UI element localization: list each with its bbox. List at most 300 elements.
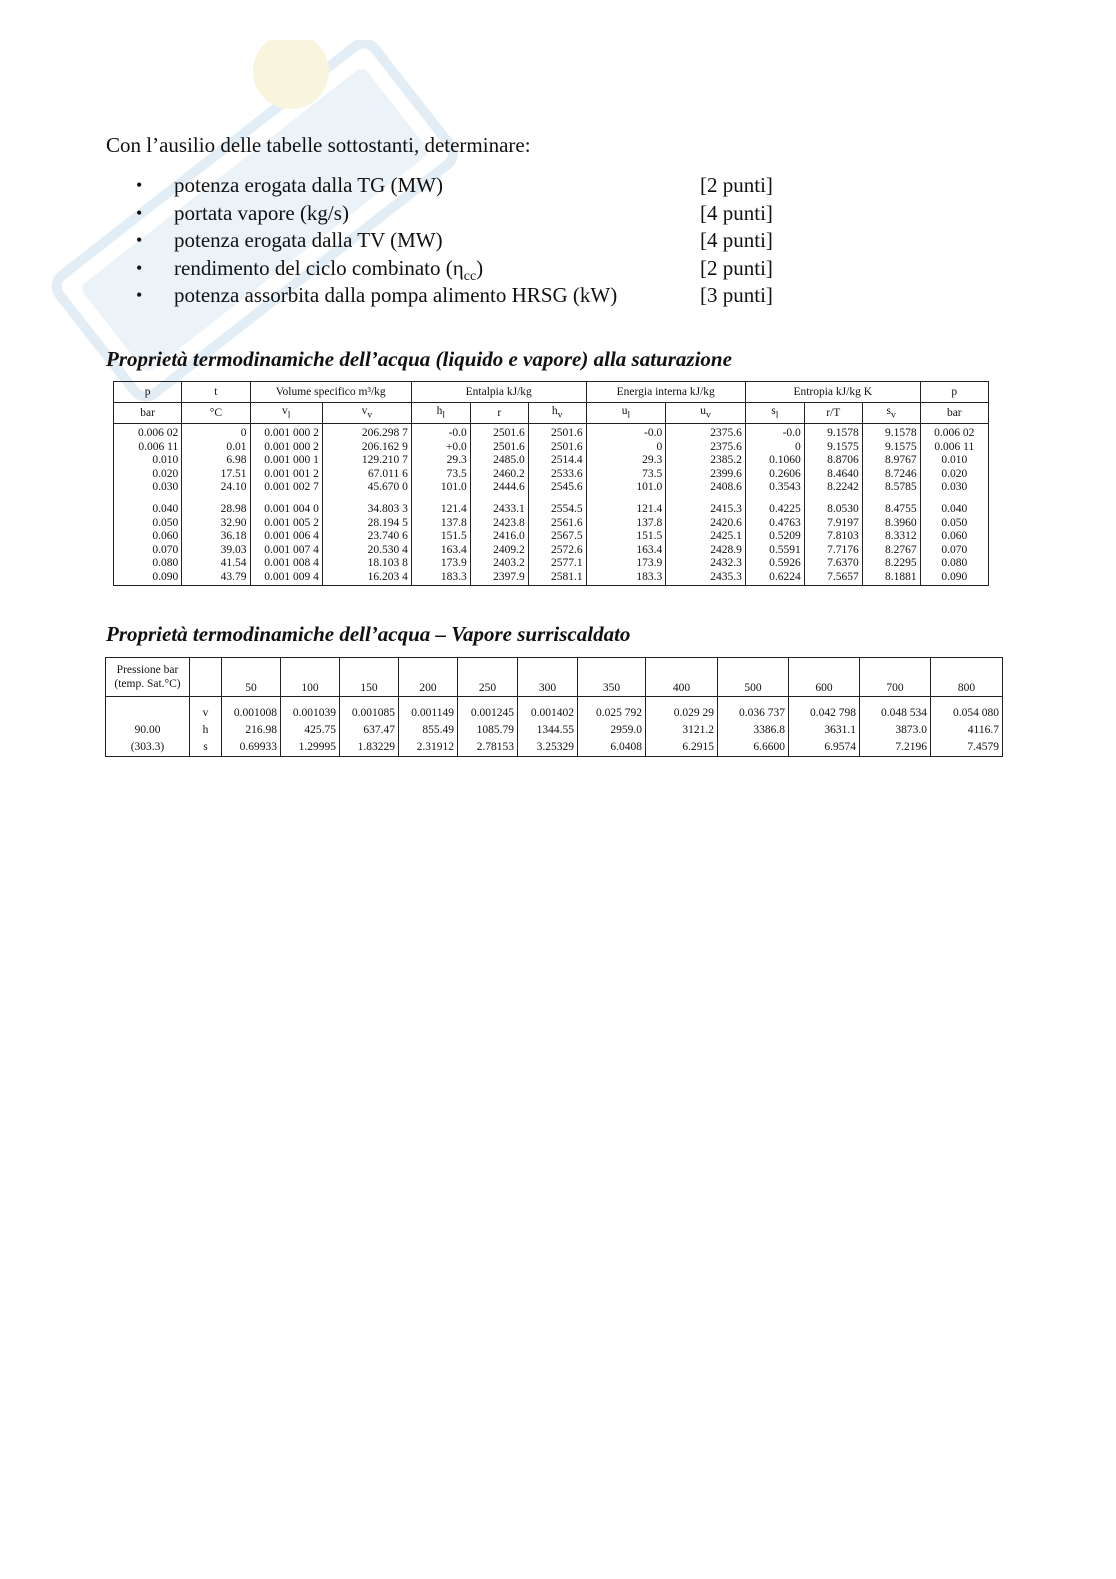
table-cell: 163.4 <box>586 544 666 558</box>
table-cell: 73.5 <box>411 468 470 482</box>
bullet-icon: • <box>136 257 143 278</box>
table-cell: 173.9 <box>586 557 666 571</box>
table-cell: 0.001008 <box>222 705 281 722</box>
gap-cell <box>250 495 322 503</box>
sub-ul <box>586 403 666 424</box>
sub-hv <box>528 403 586 424</box>
table-cell: 0.001 000 2 <box>250 424 322 441</box>
table-cell: 2432.3 <box>666 557 746 571</box>
table-cell: 2399.6 <box>666 468 746 482</box>
table-cell: 2403.2 <box>470 557 528 571</box>
table-cell: 8.7246 <box>862 468 920 482</box>
sub-hv-main: h <box>551 405 558 418</box>
table-cell: 0.4763 <box>745 517 804 531</box>
table-cell: 8.1881 <box>862 571 920 585</box>
sub-sv-index: v <box>891 409 896 421</box>
table-cell: 0.001039 <box>281 705 340 722</box>
table-row <box>114 481 989 495</box>
table-cell: 39.03 <box>182 544 250 558</box>
table-cell: 0.001 001 2 <box>250 468 322 482</box>
temperature-header: 50 <box>222 658 281 697</box>
table-cell: 2375.6 <box>666 424 746 441</box>
temperature-header: 100 <box>281 658 340 697</box>
gap-cell <box>222 697 281 706</box>
task-label: potenza erogata dalla TV (MW) <box>174 228 443 252</box>
table-cell: 2409.2 <box>470 544 528 558</box>
sub-hl-index: l <box>442 409 446 421</box>
eta-subscript: cc <box>463 268 477 284</box>
bullet-icon: • <box>136 230 143 250</box>
table-cell: 2416.0 <box>470 530 528 544</box>
table-cell: 0.001 009 4 <box>250 571 322 585</box>
table-cell: 2561.6 <box>528 517 586 531</box>
table-cell: 1.83229 <box>340 739 399 757</box>
sub-uv <box>666 403 746 424</box>
table-cell: 0.69933 <box>222 739 281 757</box>
table-cell: 0.006 02 <box>920 424 988 441</box>
unit-header-row <box>114 403 989 424</box>
table-cell: 206.162 9 <box>322 441 411 455</box>
pressure-value: 90.00 <box>106 722 190 739</box>
table-cell: -0.0 <box>586 424 666 441</box>
table-cell: 8.9767 <box>862 454 920 468</box>
table-cell: 0.001085 <box>340 705 399 722</box>
table-cell: 0.006 11 <box>114 441 182 455</box>
task-label: portata vapore (kg/s) <box>174 200 349 225</box>
table-cell: 32.90 <box>182 517 250 531</box>
table-cell: 0.001 004 0 <box>250 503 322 517</box>
gap-cell <box>458 697 518 706</box>
table-cell: 0.030 <box>920 481 988 495</box>
table-cell: 151.5 <box>411 530 470 544</box>
table-cell: 0.080 <box>920 557 988 571</box>
table-cell: -0.0 <box>411 424 470 441</box>
gap-cell <box>114 495 182 503</box>
sub-ul-main: u <box>621 405 628 418</box>
superheated-table <box>105 657 1003 757</box>
table-cell: 0.001245 <box>458 705 518 722</box>
group-header-row <box>114 382 989 403</box>
table-cell: 0.3543 <box>745 481 804 495</box>
table-cell: 8.2242 <box>804 481 862 495</box>
table-cell: +0.0 <box>411 441 470 455</box>
table-cell: 2423.8 <box>470 517 528 531</box>
table-cell: 41.54 <box>182 557 250 571</box>
table-cell: 0.001 005 2 <box>250 517 322 531</box>
task-points: [2 punti] <box>700 255 773 280</box>
table-cell: 2425.1 <box>666 530 746 544</box>
table-cell: 0.5209 <box>745 530 804 544</box>
table-cell: 2435.3 <box>666 571 746 585</box>
table-row <box>114 530 989 544</box>
table-cell: 8.8706 <box>804 454 862 468</box>
property-label: v <box>190 705 222 722</box>
task-list <box>136 172 796 310</box>
sub-sl-index: l <box>775 409 779 421</box>
eta-symbol: η <box>452 255 464 280</box>
table-cell: 0.020 <box>114 468 182 482</box>
table-cell: 2501.6 <box>528 424 586 441</box>
table-cell: 0.090 <box>114 571 182 585</box>
unit-degc: °C <box>182 403 250 424</box>
table-cell: 0.040 <box>114 503 182 517</box>
table-cell: 2501.6 <box>528 441 586 455</box>
gap-cell <box>399 697 458 706</box>
table-row <box>114 503 989 517</box>
sub-vl-main: v <box>281 405 288 418</box>
superheated-header-row <box>106 658 1003 697</box>
unit-bar-right: bar <box>920 403 988 424</box>
table-cell: 67.011 6 <box>322 468 411 482</box>
table-cell: -0.0 <box>745 424 804 441</box>
pressure-header-line1: Pressione bar <box>116 664 179 676</box>
table-cell: 0 <box>182 424 250 441</box>
table-cell: 0.050 <box>114 517 182 531</box>
table-cell: 16.203 4 <box>322 571 411 585</box>
gap-cell <box>322 495 411 503</box>
bullet-icon: • <box>136 285 143 305</box>
table-cell: 0 <box>745 441 804 455</box>
table-cell: 7.7176 <box>804 544 862 558</box>
table-cell: 0.030 <box>114 481 182 495</box>
table-cell: 0.025 792 <box>578 705 646 722</box>
prop-header-blank <box>190 658 222 697</box>
table-cell: 2433.1 <box>470 503 528 517</box>
table-cell: 6.98 <box>182 454 250 468</box>
table-cell: 121.4 <box>586 503 666 517</box>
sub-hl-main: h <box>436 405 443 418</box>
table-cell: 0.060 <box>920 530 988 544</box>
table-cell: 2460.2 <box>470 468 528 482</box>
table-row <box>114 557 989 571</box>
table-cell: 6.6600 <box>718 739 789 757</box>
gap-cell <box>666 495 746 503</box>
table-cell: 18.103 8 <box>322 557 411 571</box>
col-header-t: t <box>182 382 250 403</box>
col-header-p-right: p <box>920 382 988 403</box>
table-cell: 2.31912 <box>399 739 458 757</box>
gap-cell <box>920 495 988 503</box>
table-cell: 216.98 <box>222 722 281 739</box>
table-cell: 2385.2 <box>666 454 746 468</box>
property-label: h <box>190 722 222 739</box>
table-cell: 163.4 <box>411 544 470 558</box>
gap-cell <box>586 495 666 503</box>
task-item <box>136 227 796 255</box>
gap-cell <box>528 495 586 503</box>
table-cell: 2485.0 <box>470 454 528 468</box>
table-row <box>106 722 1003 739</box>
temperature-header: 150 <box>340 658 399 697</box>
table-cell: 9.1575 <box>862 441 920 455</box>
superheated-table-body <box>106 697 1003 757</box>
table-cell: 0.029 29 <box>646 705 718 722</box>
task-item <box>136 200 796 228</box>
table-cell: 43.79 <box>182 571 250 585</box>
task-points: [2 punti] <box>700 173 773 197</box>
table-cell: 1.29995 <box>281 739 340 757</box>
table-cell: 0.01 <box>182 441 250 455</box>
table-cell: 0.4225 <box>745 503 804 517</box>
table-cell: 0.5591 <box>745 544 804 558</box>
col-header-entropia: Entropia kJ/kg K <box>745 382 920 403</box>
table-cell: 3873.0 <box>860 722 931 739</box>
sub-vl <box>250 403 322 424</box>
table-cell: 2415.3 <box>666 503 746 517</box>
table-cell: 0.001 006 4 <box>250 530 322 544</box>
table-cell: 0.060 <box>114 530 182 544</box>
task-points: [3 punti] <box>700 283 773 307</box>
table-cell: 0.090 <box>920 571 988 585</box>
table-cell: 0.1060 <box>745 454 804 468</box>
table-cell: 0.070 <box>114 544 182 558</box>
gap-cell <box>931 697 1003 706</box>
sub-sl <box>745 403 804 424</box>
table-cell: 0.010 <box>114 454 182 468</box>
gap-cell <box>470 495 528 503</box>
table-cell: 7.5657 <box>804 571 862 585</box>
table-cell: 183.3 <box>411 571 470 585</box>
table-cell: 73.5 <box>586 468 666 482</box>
table-cell: 8.5785 <box>862 481 920 495</box>
gap-cell <box>340 697 399 706</box>
unit-bar: bar <box>114 403 182 424</box>
temperature-header: 700 <box>860 658 931 697</box>
table-row <box>114 544 989 558</box>
table-cell: 8.2295 <box>862 557 920 571</box>
table-cell: 0 <box>586 441 666 455</box>
bullet-icon: • <box>136 175 143 195</box>
table-cell: 0.001149 <box>399 705 458 722</box>
task-points: [4 punti] <box>700 228 773 252</box>
pressure-header-line2: (temp. Sat.°C) <box>114 678 181 690</box>
task-label: potenza assorbita dalla pompa alimento HRSG (kW) <box>174 283 618 307</box>
table-cell: 2567.5 <box>528 530 586 544</box>
table-cell: 3386.8 <box>718 722 789 739</box>
table-cell: 0.010 <box>920 454 988 468</box>
table-cell: 0.036 737 <box>718 705 789 722</box>
task-item <box>136 255 796 283</box>
property-label: s <box>190 739 222 757</box>
gap-cell <box>789 697 860 706</box>
sub-sv-main: s <box>886 405 891 418</box>
task-label: potenza erogata dalla TG (MW) <box>174 173 443 197</box>
table-cell: 137.8 <box>411 517 470 531</box>
table-cell: 28.194 5 <box>322 517 411 531</box>
table-cell: 425.75 <box>281 722 340 739</box>
table-cell: 6.2915 <box>646 739 718 757</box>
temperature-header: 600 <box>789 658 860 697</box>
sub-uv-main: u <box>700 405 707 418</box>
gap-cell <box>281 697 340 706</box>
gap-cell <box>862 495 920 503</box>
col-header-volume: Volume specifico m³/kg <box>250 382 411 403</box>
table-cell: 17.51 <box>182 468 250 482</box>
table-cell: 137.8 <box>586 517 666 531</box>
temperature-header: 300 <box>518 658 578 697</box>
table-cell: 9.1578 <box>862 424 920 441</box>
gap-cell <box>411 495 470 503</box>
table-cell: 8.4755 <box>862 503 920 517</box>
table-row <box>114 454 989 468</box>
saturation-table-body <box>114 424 989 586</box>
table-cell: 2533.6 <box>528 468 586 482</box>
row-gap <box>106 697 1003 706</box>
table-cell: 2408.6 <box>666 481 746 495</box>
table-cell: 4116.7 <box>931 722 1003 739</box>
table-cell: 8.2767 <box>862 544 920 558</box>
table-cell: 0.054 080 <box>931 705 1003 722</box>
table-cell: 637.47 <box>340 722 399 739</box>
table-cell: 151.5 <box>586 530 666 544</box>
table-cell: 2554.5 <box>528 503 586 517</box>
table-cell: 0.040 <box>920 503 988 517</box>
sub-ul-index: l <box>627 409 631 421</box>
task-label-suffix: ) <box>476 255 484 280</box>
temperature-header: 400 <box>646 658 718 697</box>
gap-cell <box>182 495 250 503</box>
table-cell: 1085.79 <box>458 722 518 739</box>
gap-cell <box>578 697 646 706</box>
table-cell: 36.18 <box>182 530 250 544</box>
table-cell: 8.3312 <box>862 530 920 544</box>
saturation-temperature: (303.3) <box>106 739 190 757</box>
table-cell: 2514.4 <box>528 454 586 468</box>
table-cell: 9.1575 <box>804 441 862 455</box>
sub-vv <box>322 403 411 424</box>
table-cell: 8.3960 <box>862 517 920 531</box>
table-cell: 2444.6 <box>470 481 528 495</box>
table-row <box>114 424 989 441</box>
table-cell: 2501.6 <box>470 424 528 441</box>
col-header-energia: Energia interna kJ/kg <box>586 382 745 403</box>
sub-hl <box>411 403 470 424</box>
sub-vv-main: v <box>361 405 368 418</box>
table-cell: 2577.1 <box>528 557 586 571</box>
table-cell: 8.4640 <box>804 468 862 482</box>
table-cell: 2545.6 <box>528 481 586 495</box>
table-cell: 0.001 007 4 <box>250 544 322 558</box>
table-cell: 0.050 <box>920 517 988 531</box>
table-cell: 7.9197 <box>804 517 862 531</box>
temperature-header: 350 <box>578 658 646 697</box>
table-row <box>114 441 989 455</box>
table-cell: 0.070 <box>920 544 988 558</box>
table-cell: 6.9574 <box>789 739 860 757</box>
table-cell: 7.8103 <box>804 530 862 544</box>
table-cell: 7.6370 <box>804 557 862 571</box>
table-cell: 0.006 11 <box>920 441 988 455</box>
table-cell: 121.4 <box>411 503 470 517</box>
gap-cell <box>518 697 578 706</box>
table-cell: 855.49 <box>399 722 458 739</box>
sub-uv-index: v <box>706 409 711 421</box>
table-cell: 1344.55 <box>518 722 578 739</box>
table-cell: 2375.6 <box>666 441 746 455</box>
table-cell: 0.080 <box>114 557 182 571</box>
table-cell: 29.3 <box>586 454 666 468</box>
table-cell: 29.3 <box>411 454 470 468</box>
task-item <box>136 172 796 200</box>
table-cell: 34.803 3 <box>322 503 411 517</box>
table-cell: 0.001 000 1 <box>250 454 322 468</box>
temperature-header: 250 <box>458 658 518 697</box>
table-row <box>114 517 989 531</box>
table-cell: 2428.9 <box>666 544 746 558</box>
table-cell: 183.3 <box>586 571 666 585</box>
table-cell: 20.530 4 <box>322 544 411 558</box>
row-gap <box>114 495 989 503</box>
table-cell: 23.740 6 <box>322 530 411 544</box>
table-cell: 3631.1 <box>789 722 860 739</box>
sub-hv-index: v <box>557 409 563 421</box>
bullet-icon: • <box>136 202 143 223</box>
table-cell: 101.0 <box>586 481 666 495</box>
sub-sv <box>862 403 920 424</box>
table-cell: 7.2196 <box>860 739 931 757</box>
sub-r: r <box>470 403 528 424</box>
saturation-table <box>113 381 989 586</box>
table-cell: 173.9 <box>411 557 470 571</box>
table-cell: 0.001402 <box>518 705 578 722</box>
table-row <box>114 571 989 585</box>
table-cell: 2397.9 <box>470 571 528 585</box>
table-row <box>114 468 989 482</box>
table-cell: 0.020 <box>920 468 988 482</box>
gap-cell <box>106 697 190 706</box>
col-header-p: p <box>114 382 182 403</box>
gap-cell <box>718 697 789 706</box>
table-cell: 24.10 <box>182 481 250 495</box>
intro-text: Con l’ausilio delle tabelle sottostanti, determinare: <box>106 133 531 157</box>
table-cell: 129.210 7 <box>322 454 411 468</box>
table-row <box>106 705 1003 722</box>
table-cell: 2959.0 <box>578 722 646 739</box>
task-item <box>136 282 796 310</box>
table-cell: 3121.2 <box>646 722 718 739</box>
gap-cell <box>190 697 222 706</box>
saturation-table-title: Proprietà termodinamiche dell’acqua (liquido e vapore) alla saturazione <box>106 347 732 371</box>
col-header-entalpia: Entalpia kJ/kg <box>411 382 586 403</box>
sub-vv-index: v <box>367 409 373 421</box>
table-cell: 0.2606 <box>745 468 804 482</box>
temperature-header: 500 <box>718 658 789 697</box>
gap-cell <box>745 495 804 503</box>
table-cell: 7.4579 <box>931 739 1003 757</box>
table-cell: 9.1578 <box>804 424 862 441</box>
table-cell: 6.0408 <box>578 739 646 757</box>
table-cell: 0.001 002 7 <box>250 481 322 495</box>
table-cell: 0.048 534 <box>860 705 931 722</box>
pressure-header <box>106 658 190 697</box>
task-label-prefix: rendimento del ciclo combinato ( <box>174 255 453 280</box>
table-cell: 28.98 <box>182 503 250 517</box>
gap-cell <box>804 495 862 503</box>
table-cell: 2501.6 <box>470 441 528 455</box>
table-cell: 3.25329 <box>518 739 578 757</box>
empty-cell <box>106 705 190 722</box>
table-cell: 0.001 000 2 <box>250 441 322 455</box>
table-cell: 0.6224 <box>745 571 804 585</box>
table-row <box>106 739 1003 757</box>
table-cell: 101.0 <box>411 481 470 495</box>
table-cell: 45.670 0 <box>322 481 411 495</box>
temperature-header: 200 <box>399 658 458 697</box>
sub-vl-index: l <box>287 409 291 421</box>
table-cell: 0.001 008 4 <box>250 557 322 571</box>
temperature-header: 800 <box>931 658 1003 697</box>
table-cell: 2420.6 <box>666 517 746 531</box>
